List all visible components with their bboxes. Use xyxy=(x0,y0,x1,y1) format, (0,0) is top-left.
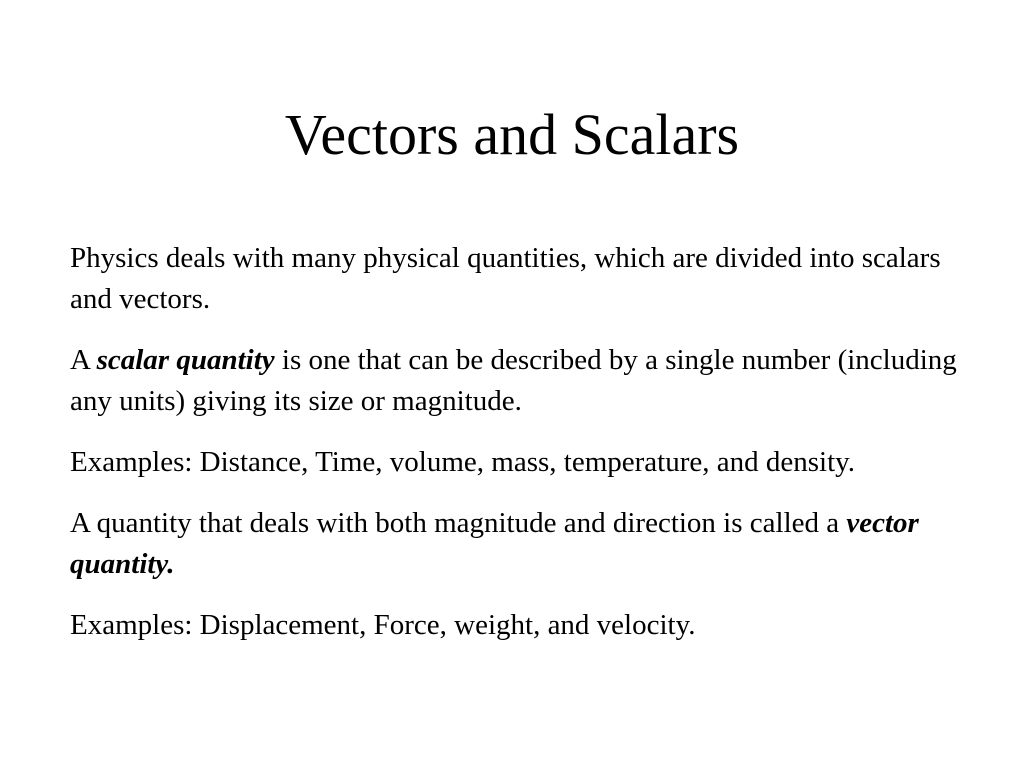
paragraph-vector-definition xyxy=(70,503,970,585)
scalar-definition-text: is one that can be described by a single number (including any units) giving its size or magnitude. xyxy=(70,344,957,417)
paragraph-scalar-examples: Examples: Distance, Time, volume, mass, temperature, and density. xyxy=(70,446,855,478)
scalar-definition-lead: A xyxy=(70,344,97,376)
vector-quantity-term: vector quantity. xyxy=(70,507,919,580)
slide-body xyxy=(70,238,970,646)
vector-definition-text: A quantity that deals with both magnitude and direction is called a xyxy=(70,507,847,539)
paragraph-intro: Physics deals with many physical quantities, which are divided into scalars and vectors. xyxy=(70,242,941,315)
paragraph-scalar-definition xyxy=(70,340,970,422)
paragraph-vector-examples: Examples: Displacement, Force, weight, and velocity. xyxy=(70,609,696,641)
scalar-quantity-term: scalar quantity xyxy=(96,344,275,376)
slide-title: Vectors and Scalars xyxy=(284,102,740,167)
